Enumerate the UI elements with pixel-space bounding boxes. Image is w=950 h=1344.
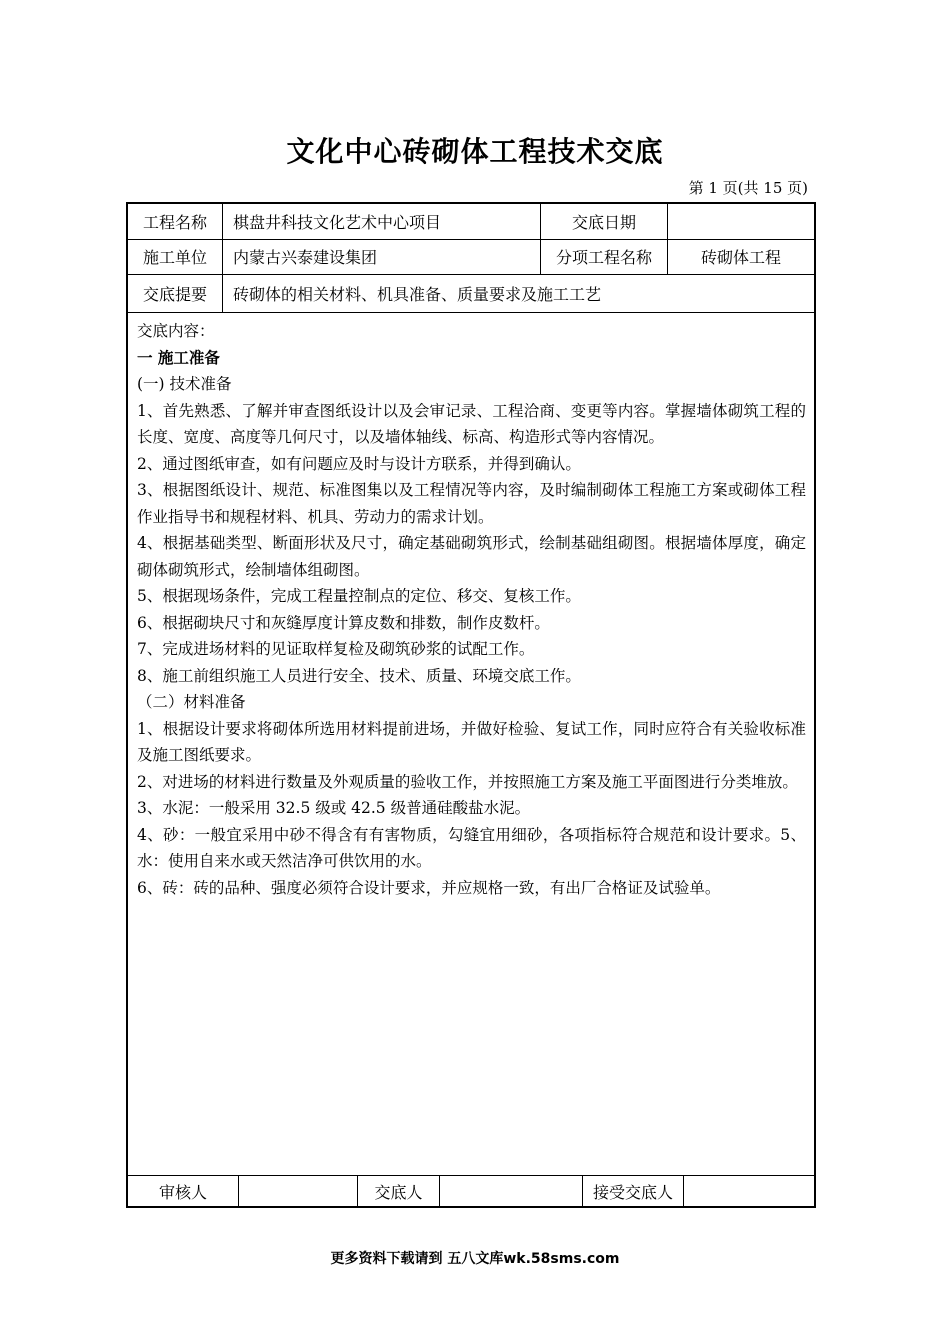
receiver-value[interactable] xyxy=(683,1176,814,1206)
discloser-value[interactable] xyxy=(439,1176,582,1206)
disclosure-content xyxy=(128,312,814,1176)
paragraph: 7、完成进场材料的见证取样复检及砌筑砂浆的试配工作。 xyxy=(137,640,535,658)
page-info: 第 1 页(共 15 页) xyxy=(688,179,808,197)
summary-value: 砖砌体的相关材料、机具准备、质量要求及施工工艺 xyxy=(222,274,814,312)
paragraph: 6、砖：砖的品种、强度必须符合设计要求，并应规格一致，有出厂合格证及试验单。 xyxy=(137,878,721,897)
paragraph: 6、根据砌块尺寸和灰缝厚度计算皮数和排数，制作皮数杆。 xyxy=(137,613,550,632)
section-heading-preparation: 一 施工准备 xyxy=(137,348,220,367)
discloser-label: 交底人 xyxy=(357,1176,439,1206)
disclosure-date-value[interactable] xyxy=(667,204,814,239)
paragraph: 8、施工前组织施工人员进行安全、技术、质量、环境交底工作。 xyxy=(137,666,581,685)
paragraph: 2、对进场的材料进行数量及外观质量的验收工作，并按照施工方案及施工平面图进行分类堆放。 xyxy=(137,772,798,791)
disclosure-date-label: 交底日期 xyxy=(540,204,667,239)
project-name-label: 工程名称 xyxy=(142,213,207,232)
sub-project-label: 分项工程名称 xyxy=(540,239,667,274)
subheading-materials: （二）材料准备 xyxy=(137,693,246,711)
disclosure-form xyxy=(126,202,816,1208)
paragraph: 4、砂：一般宜采用中砂不得含有有害物质，勾缝宜用细砂，各项指标符合规范和设计要求。5、水：使用自来水或天然洁净可供饮用的水。 xyxy=(137,825,806,870)
subheading-technical: (一) 技术准备 xyxy=(137,375,232,393)
paragraph: 1、根据设计要求将砌体所选用材料提前进场，并做好检验、复试工作，同时应符合有关验收标准及施工图纸要求。 xyxy=(137,719,806,764)
paragraph: 2、通过图纸审查，如有问题应及时与设计方联系，并得到确认。 xyxy=(137,454,581,473)
sub-project-value: 砖砌体工程 xyxy=(667,239,814,274)
contractor-value: 内蒙古兴泰建设集团 xyxy=(222,239,540,274)
header-row-project xyxy=(128,204,814,240)
paragraph: 1、首先熟悉、了解并审查图纸设计以及会审记录、工程洽商、变更等内容。掌握墙体砌筑工程的长度、宽度、高度等几何尺寸，以及墙体轴线、标高、构造形式等内容情况。 xyxy=(137,401,806,446)
summary-label: 交底提要 xyxy=(142,284,207,304)
reviewer-label: 审核人 xyxy=(158,1182,207,1202)
project-name-value: 棋盘井科技文化艺术中心项目 xyxy=(222,204,540,239)
footer-download-link[interactable]: 更多资料下载请到 五八文库wk.58sms.com xyxy=(330,1251,620,1267)
contractor-label: 施工单位 xyxy=(142,248,207,267)
paragraph: 5、根据现场条件，完成工程量控制点的定位、移交、复核工作。 xyxy=(137,587,581,605)
paragraph: 3、水泥：一般采用 32.5 级或 42.5 级普通硅酸盐水泥。 xyxy=(137,799,531,817)
document-title: 文化中心砖砌体工程技术交底 xyxy=(286,135,664,168)
signature-row xyxy=(128,1175,814,1206)
content-intro: 交底内容： xyxy=(137,322,215,340)
paragraph: 4、根据基础类型、断面形状及尺寸，确定基础砌筑形式，绘制基础组砌图。根据墙体厚度，确定砌体砌筑形式，绘制墙体组砌图。 xyxy=(137,534,806,579)
header-row-contractor xyxy=(128,239,814,275)
reviewer-value[interactable] xyxy=(238,1176,357,1206)
receiver-label: 接受交底人 xyxy=(582,1176,683,1206)
header-row-summary xyxy=(128,274,814,313)
paragraph: 3、根据图纸设计、规范、标准图集以及工程情况等内容，及时编制砌体工程施工方案或砌体工程作业指导书和规程材料、机具、劳动力的需求计划。 xyxy=(137,481,806,526)
